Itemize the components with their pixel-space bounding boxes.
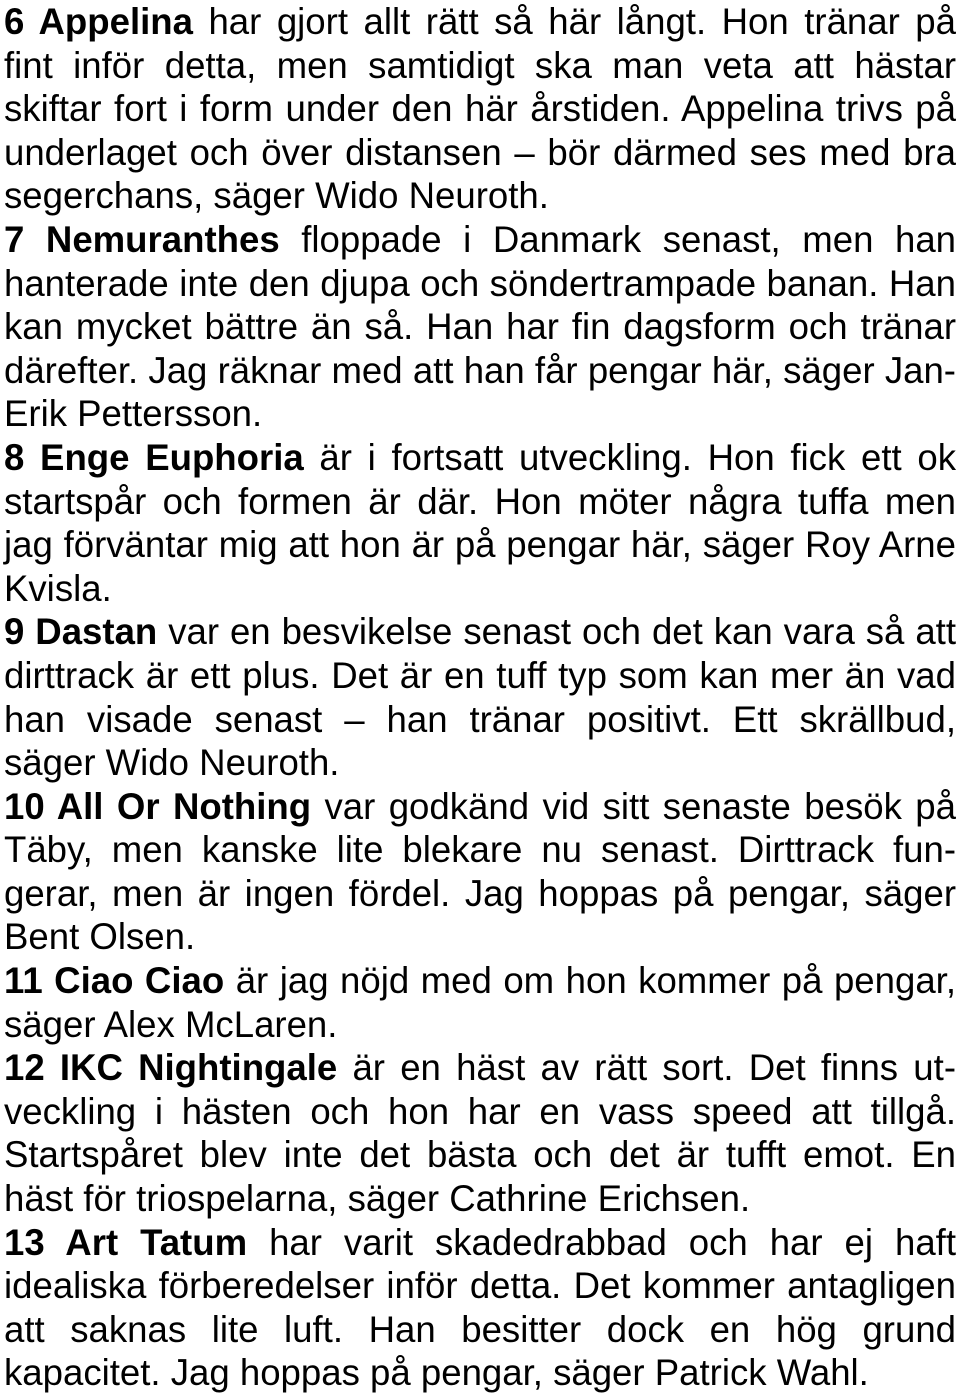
horse-name: 10 All Or Nothing	[4, 785, 312, 827]
entry-comment: var en besvikelse senast och det kan vara så att dirttrack är ett plus. Det är en tuff typ som kan mer än vad han visade senast – han tränar positivt. Ett skrällbud, säger Wido Neuroth.	[4, 611, 956, 784]
entry-horse-10	[4, 785, 956, 959]
entry-horse-12	[4, 1046, 956, 1220]
horse-name: 12 IKC Nightingale	[4, 1047, 338, 1089]
entry-horse-11	[4, 959, 956, 1046]
entry-comment: har varit skadedrabbad och har ej haft idealiska förberedelser inför detta. Det kommer antagligen att saknas lite luft. Han besitter dock en hög grund kapacitet. Jag hoppas på pengar, säger Patrick Wahl.	[4, 1221, 956, 1394]
horse-name: 8 Enge Euphoria	[4, 436, 304, 478]
horse-name: 11 Ciao Ciao	[4, 960, 225, 1002]
entry-comment: är jag nöjd med om hon kommer på pengar, säger Alex McLaren.	[4, 960, 956, 1045]
entry-comment: har gjort allt rätt så här långt. Hon tränar på fint inför detta, men samtidigt ska man veta att hästar skiftar fort i form under den här årstiden. Appelina trivs på underlaget och över distansen – bör därmed ses med bra segerchans, säger Wido Neuroth.	[4, 1, 956, 217]
entry-horse-13	[4, 1221, 956, 1395]
entry-comment: är en häst av rätt sort. Det finns utveckling i hästen och hon har en vass speed att tillgå. Startspåret blev inte det bästa och det är tufft emot. En häst för triospelarna, säger Cathrine Erichsen.	[4, 1047, 956, 1220]
horse-name: 7 Nemuranthes	[4, 218, 280, 260]
entry-comment: är i fortsatt utveckling. Hon fick ett ok startspår och formen är där. Hon möter några tuffa men jag förväntar mig att hon är på pengar här, säger Roy Arne Kvisla.	[4, 436, 956, 609]
entry-horse-7	[4, 218, 956, 436]
horse-comments-page	[4, 0, 956, 1395]
entry-horse-6	[4, 0, 956, 218]
horse-name: 9 Dastan	[4, 611, 158, 653]
entry-horse-9	[4, 610, 956, 784]
entry-comment: var godkänd vid sitt senaste besök på Täby, men kanske lite blekare nu senast. Dirttrack fungerar, men är ingen fördel. Jag hoppas på pengar, säger Bent Olsen.	[4, 785, 956, 958]
horse-name: 6 Appelina	[4, 1, 193, 42]
entry-horse-8	[4, 436, 956, 610]
horse-name: 13 Art Tatum	[4, 1221, 248, 1263]
entry-comment: floppade i Danmark senast, men han hanterade inte den djupa och söndertrampade banan. Han kan mycket bättre än så. Han har fin dagsform och tränar därefter. Jag räknar med att han får pengar här, säger Jan-Erik Pettersson.	[4, 218, 957, 435]
